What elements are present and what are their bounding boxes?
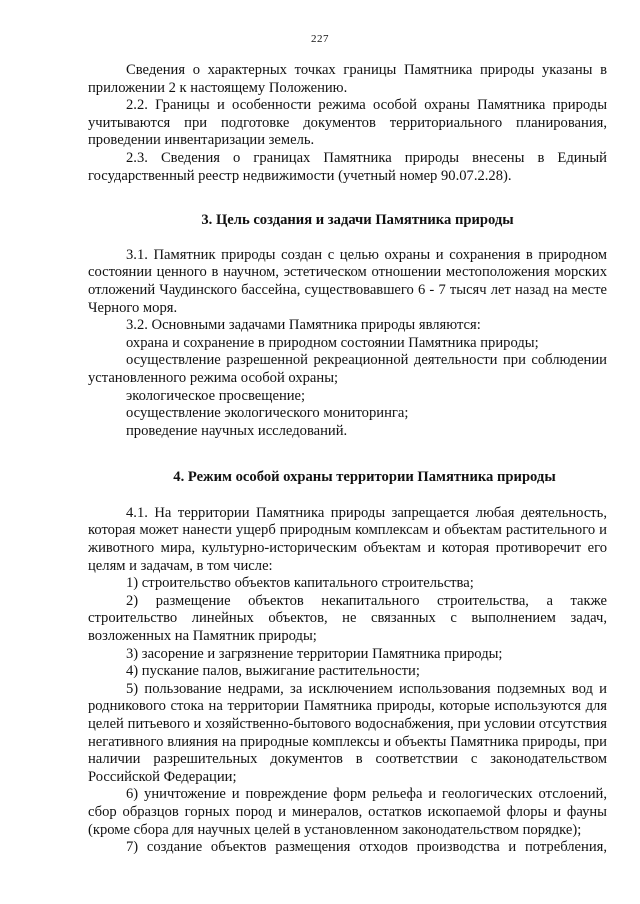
paragraph-3-1: 3.1. Памятник природы создан с целью охраны и сохранения в природном состоянии ценного в научном, эстетическом отношении местоположения морских отложений Чаудинского бассейна, существовавшего 6 - 7 тысяч лет назад на месте Черного моря. <box>88 246 607 316</box>
prohibition-item: 3) засорение и загрязнение территории Памятника природы; <box>126 645 503 662</box>
prohibition-item: 7) создание объектов размещения отходов производства и потребления, <box>126 839 607 856</box>
prohibition-item: 1) строительство объектов капитального строительства; <box>126 575 474 592</box>
paragraph-annex-reference: Сведения о характерных точках границы Памятника природы указаны в приложении 2 к настоящему Положению. <box>88 62 607 96</box>
prohibition-item: 2) размещение объектов некапитального строительства, а также строительство линейных объектов, не связанных с выполнением задач, возложенных на Памятник природы; <box>88 592 607 645</box>
task-item: экологическое просвещение; <box>126 387 306 404</box>
paragraph-2-3: 2.3. Сведения о границах Памятника природы внесены в Единый государственный реестр недвижимости (учетный номер 90.07.2.28). <box>88 149 607 184</box>
paragraph-3-2: 3.2. Основными задачами Памятника природы являются: <box>126 317 481 334</box>
section-4-heading: 4. Режим особой охраны территории Памятника природы <box>173 469 556 486</box>
section-3-heading: 3. Цель создания и задачи Памятника природы <box>201 212 514 229</box>
task-item: осуществление разрешенной рекреационной деятельности при соблюдении установленного режима особой охраны; <box>88 352 607 386</box>
task-item: проведение научных исследований. <box>126 422 348 439</box>
task-item: охрана и сохранение в природном состоянии Памятника природы; <box>126 334 539 351</box>
task-item: осуществление экологического мониторинга; <box>126 405 409 422</box>
prohibition-item: 4) пускание палов, выжигание растительности; <box>126 663 420 680</box>
prohibition-item: 6) уничтожение и повреждение форм рельефа и геологических отслоений, сбор образцов горных пород и минералов, остатков ископаемой флоры и фауны (кроме сбора для научных целей в установленном законодательством порядке); <box>88 786 607 838</box>
page-number: 227 <box>311 33 329 45</box>
prohibition-item: 5) пользование недрами, за исключением использования подземных вод и родникового стока на территории Памятника природы, которые используются для целей питьевого и хозяйственно-бытового водоснабжения, при условии отсутствия негативного влияния на природные комплексы и объекты Памятника природы, при наличии разрешительных документов в соответствии с законодательством Российской Федерации; <box>88 680 607 785</box>
paragraph-4-1: 4.1. На территории Памятника природы запрещается любая деятельность, которая может нанести ущерб природным комплексам и объектам растительного и животного мира, культурно-историческим объектам и которая противоречит его целям и задачам, в том числе: <box>88 504 607 574</box>
paragraph-2-2: 2.2. Границы и особенности режима особой охраны Памятника природы учитываются при подготовке документов территориального планирования, проведении инвентаризации земель. <box>88 97 607 149</box>
document-body <box>88 62 607 857</box>
